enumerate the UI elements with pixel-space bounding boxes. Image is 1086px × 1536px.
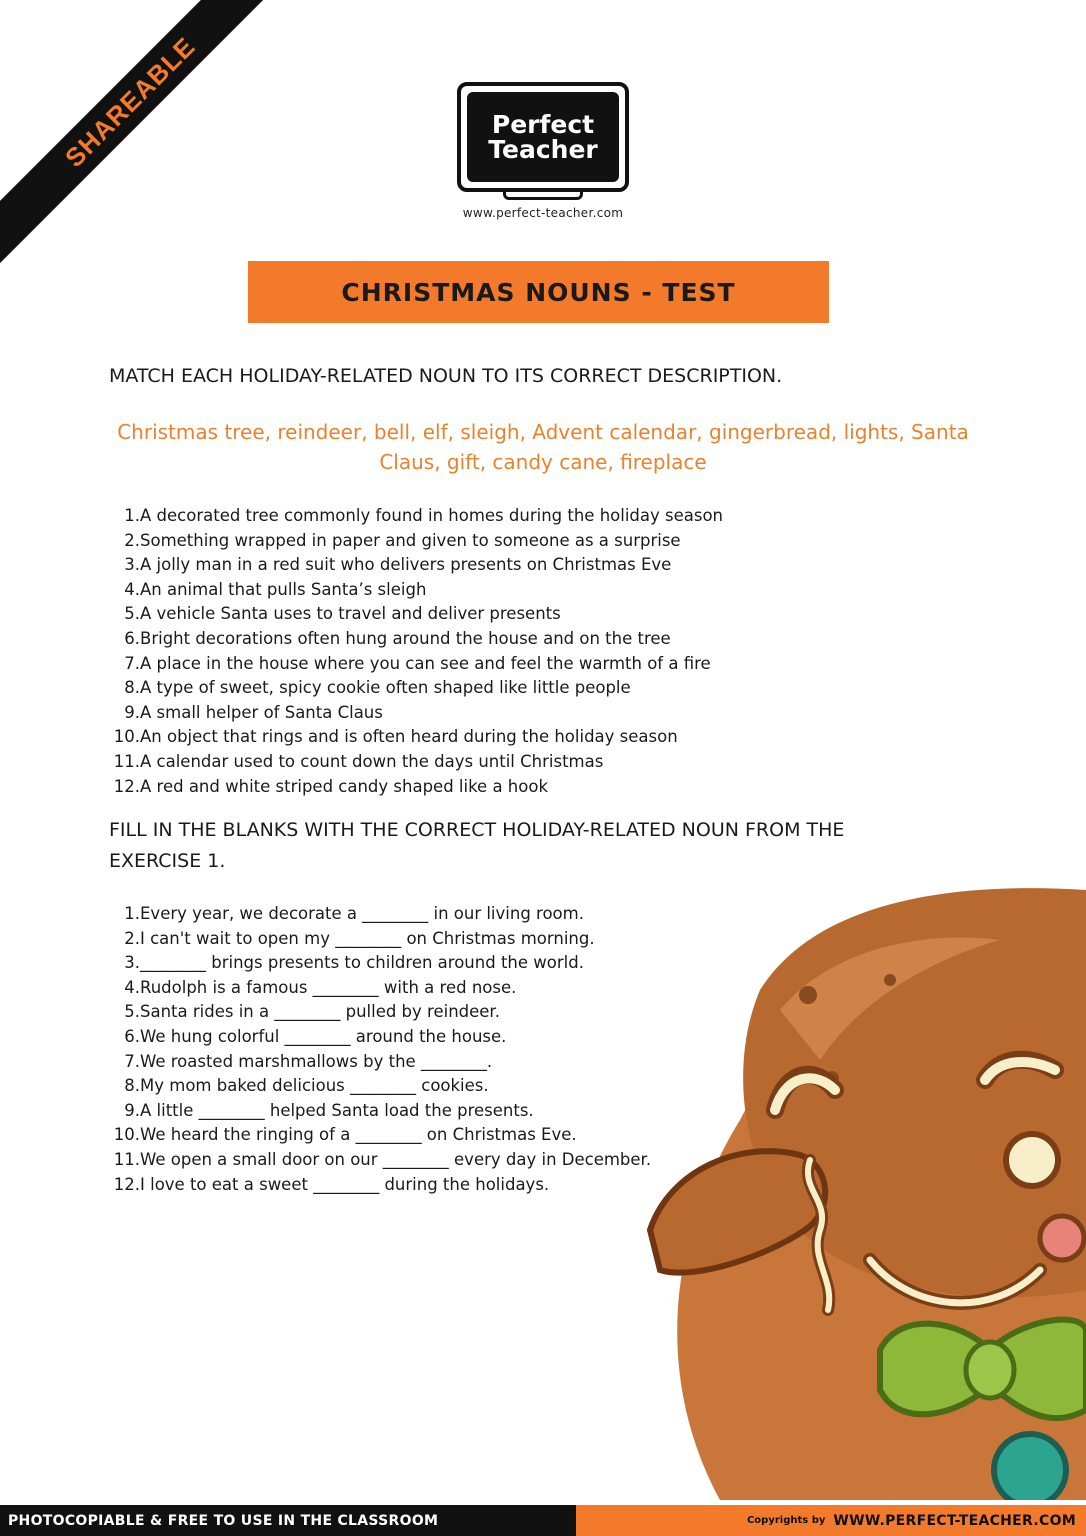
item-number: 8. [124,1076,140,1096]
list-item [108,1173,651,1198]
list-item [108,553,723,578]
item-number: 8. [124,678,140,698]
footer-license: PHOTOCOPIABLE & FREE TO USE IN THE CLASSROOM [0,1505,576,1536]
item-number: 12. [113,1174,140,1194]
section2-heading: FILL IN THE BLANKS WITH THE CORRECT HOLIDAY-RELATED NOUN FROM THE EXERCISE 1. [109,819,845,872]
word-bank: Christmas tree, reindeer, bell, elf, sleigh, Advent calendar, gingerbread, lights, Santa Claus, gift, candy cane, fireplace [117,420,969,474]
item-number: 4. [124,977,140,997]
item-number: 1. [124,506,140,525]
list-item [108,529,723,554]
list-item [108,1025,651,1050]
logo-monitor-icon [457,82,629,192]
shareable-ribbon [0,0,294,266]
list-item [108,750,723,775]
title-bar [248,261,829,323]
item-text: Santa rides in a ________ pulled by reindeer. [140,1002,500,1022]
item-text: An animal that pulls Santa’s sleigh [140,579,427,599]
freckle [884,974,896,986]
item-number: 12. [113,776,140,796]
logo [453,82,633,220]
item-text: A decorated tree commonly found in homes during the holiday season [140,506,724,525]
list-item [108,627,723,652]
item-text: A place in the house where you can see and feel the warmth of a fire [140,653,711,673]
item-text: A little ________ helped Santa load the presents. [140,1100,534,1120]
copyright-label: Copyrights by [746,1515,826,1526]
item-text: An object that rings and is often heard during the holiday season [140,727,678,747]
description-list [108,504,723,799]
list-item [108,578,723,603]
item-number: 7. [124,653,140,673]
item-number: 9. [124,702,140,722]
item-text: Something wrapped in paper and given to someone as a surprise [140,530,681,550]
item-text: I love to eat a sweet ________ during the holidays. [140,1174,550,1194]
item-number: 11. [113,751,140,771]
item-text: We open a small door on our ________ every day in December. [140,1149,652,1169]
list-item [108,1148,651,1173]
list-item [108,725,723,750]
item-number: 9. [124,1100,140,1120]
item-text: Every year, we decorate a ________ in our living room. [140,904,584,923]
item-number: 3. [124,953,140,973]
item-number: 10. [113,1125,140,1145]
logo-url: www.perfect-teacher.com [462,206,624,220]
item-text: Rudolph is a famous ________ with a red nose. [140,977,517,997]
item-number: 2. [124,530,140,550]
item-number: 5. [124,604,140,624]
logo-line2: Teacher [488,135,598,164]
button-candy [994,1434,1066,1500]
item-text: A type of sweet, spicy cookie often shaped like little people [140,678,631,698]
list-item [108,927,651,952]
list-item [108,1050,651,1075]
bow-tie-knot [966,1342,1014,1398]
logo-line1: Perfect [491,110,595,139]
right-eye [1006,1134,1058,1186]
shareable-label: SHAREABLE [58,30,201,173]
list-item [108,652,723,677]
list-item [108,1000,651,1025]
footer-site-link[interactable]: WWW.PERFECT-TEACHER.COM [833,1512,1076,1529]
list-item [108,602,723,627]
item-text: We hung colorful ________ around the house. [140,1026,507,1046]
logo-stand [503,192,583,200]
item-number: 6. [124,1026,140,1046]
item-number: 11. [113,1149,140,1169]
item-text: ________ brings presents to children around the world. [140,953,584,973]
item-number: 1. [124,904,140,923]
item-number: 7. [124,1051,140,1071]
item-text: Bright decorations often hung around the house and on the tree [140,628,671,648]
list-item [108,976,651,1001]
item-text: A red and white striped candy shaped like a hook [140,776,549,796]
item-number: 4. [124,579,140,599]
list-item [108,1099,651,1124]
list-item [108,1123,651,1148]
list-item [108,951,651,976]
nose [1040,1216,1084,1260]
fill-blank-list [108,902,651,1197]
list-item [108,1074,651,1099]
item-number: 10. [113,727,140,747]
page-title: CHRISTMAS NOUNS - TEST [341,277,736,307]
item-text: We heard the ringing of a ________ on Christmas Eve. [140,1125,577,1145]
footer-copyright [576,1505,1086,1536]
item-text: A calendar used to count down the days until Christmas [140,751,604,771]
item-text: We roasted marshmallows by the ________. [140,1051,493,1071]
item-text: My mom baked delicious ________ cookies. [140,1076,489,1096]
item-number: 2. [124,928,140,948]
list-item [108,504,723,529]
footer [0,1505,1086,1536]
list-item [108,701,723,726]
item-number: 5. [124,1002,140,1022]
list-item [108,902,651,927]
list-item [108,775,723,800]
item-text: A jolly man in a red suit who delivers presents on Christmas Eve [140,555,672,575]
item-number: 3. [124,555,140,575]
gingerbread-man-illustration [600,870,1086,1500]
freckle [799,986,817,1004]
item-text: A vehicle Santa uses to travel and deliver presents [140,604,561,624]
item-number: 6. [124,628,140,648]
section1-heading: MATCH EACH HOLIDAY-RELATED NOUN TO ITS CORRECT DESCRIPTION. [109,365,783,387]
item-text: I can't wait to open my ________ on Christmas morning. [140,928,595,948]
list-item [108,676,723,701]
item-text: A small helper of Santa Claus [140,702,383,722]
